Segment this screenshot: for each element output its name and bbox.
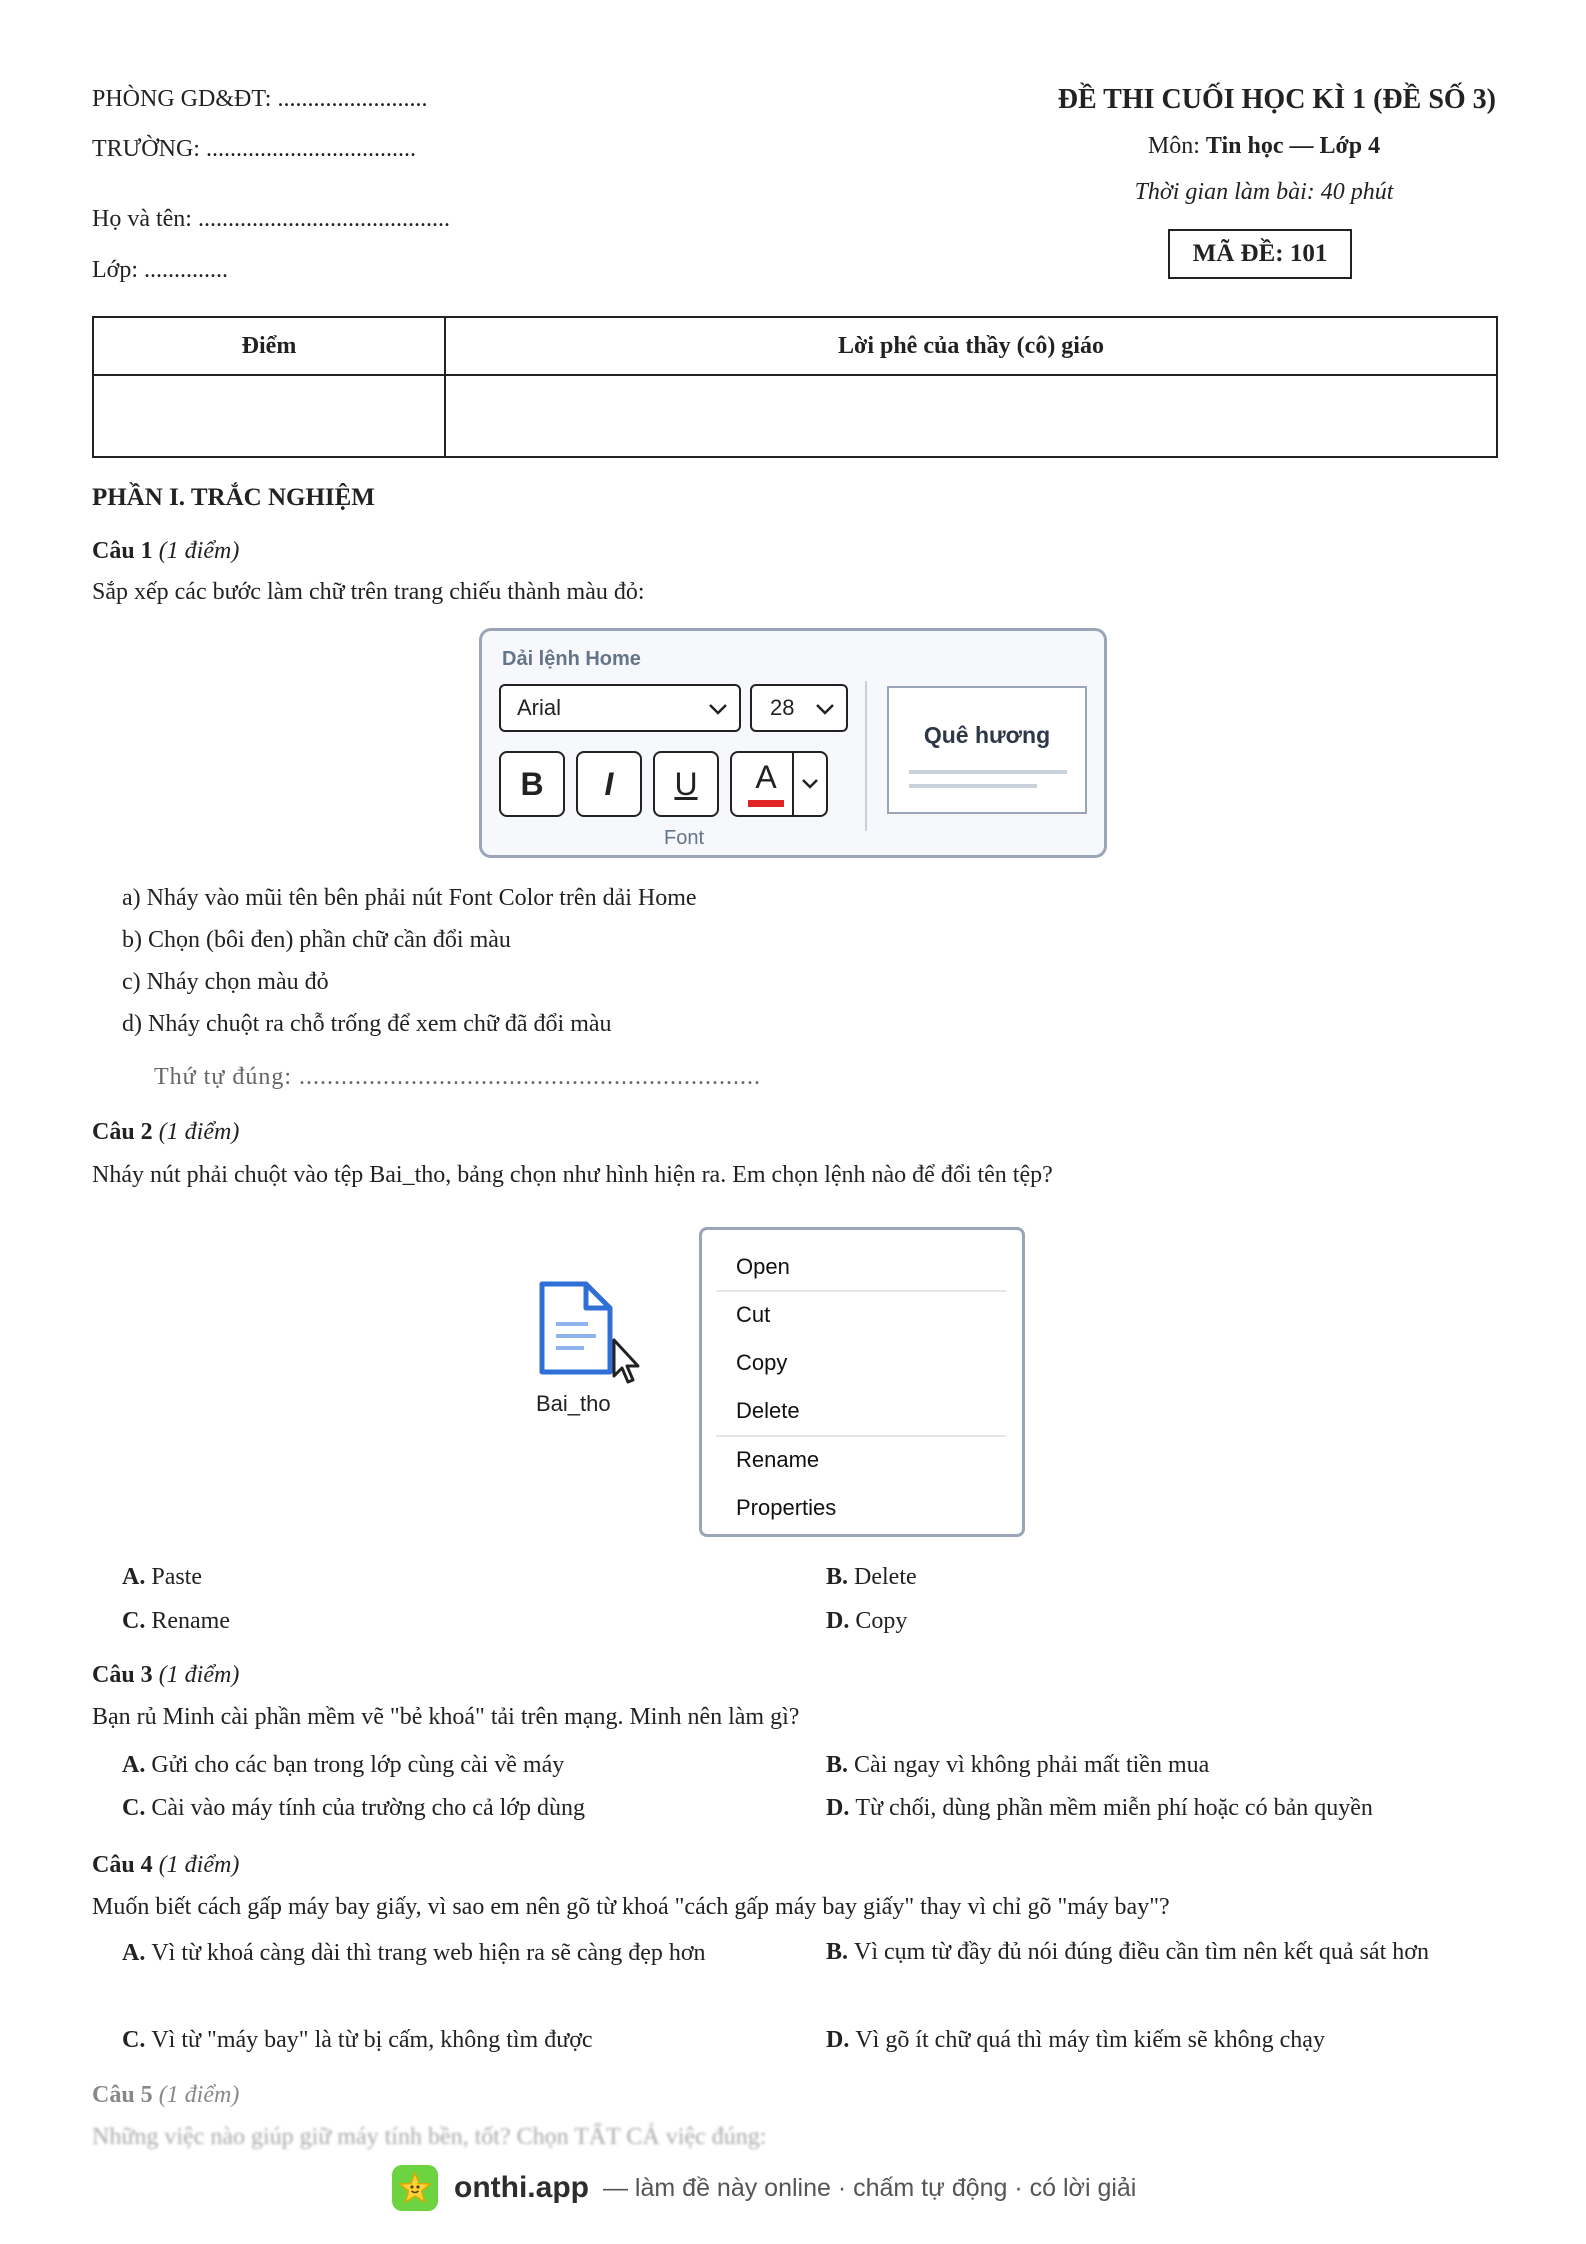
q3-heading	[92, 1662, 239, 1689]
chevron-down-icon	[707, 698, 729, 720]
home-ribbon-illustration	[479, 628, 1107, 858]
underline-button[interactable]	[653, 751, 719, 817]
font-size-value: 28	[770, 695, 795, 720]
option-text: Paste	[151, 1564, 203, 1590]
score-cell[interactable]	[93, 375, 445, 457]
option-key: C.	[122, 1795, 146, 1821]
onthi-logo	[392, 2165, 438, 2211]
q1-step-c: c) Nháy chọn màu đỏ	[122, 969, 329, 995]
subject-label: Môn:	[1147, 133, 1206, 159]
q2-option-b[interactable]	[826, 1564, 917, 1591]
score-header: Điểm	[93, 317, 445, 375]
option-text: Vì cụm từ đầy đủ nói đúng điều cần tìm nên kết quả sát hơn	[854, 1939, 1429, 1965]
comment-cell[interactable]	[445, 375, 1497, 457]
lop-field: Lớp: ..............	[92, 257, 229, 283]
q3-option-c[interactable]	[122, 1795, 585, 1822]
menu-item-open[interactable]: Open	[736, 1254, 790, 1279]
split-divider	[792, 753, 794, 815]
preview-line	[909, 784, 1037, 788]
q2-points: (1 điểm)	[158, 1119, 240, 1145]
section-title: PHẦN I. TRẮC NGHIỆM	[92, 484, 375, 511]
option-key: A.	[122, 1752, 146, 1778]
option-text: Cài vào máy tính của trường cho cả lớp dùng	[151, 1795, 585, 1821]
option-key: A.	[122, 1940, 146, 1966]
option-key: B.	[826, 1752, 849, 1778]
menu-item-copy[interactable]: Copy	[736, 1350, 788, 1375]
score-table	[92, 316, 1498, 458]
q1-answer-line[interactable]: Thứ tự đúng: ..................................................................	[154, 1064, 762, 1090]
q2-text: Nháy nút phải chuột vào tệp Bai_tho, bảng chọn như hình hiện ra. Em chọn lệnh nào để đổi tên tệp?	[92, 1162, 1053, 1188]
ho-ten-field: Họ và tên: ..........................................	[92, 206, 450, 232]
q4-option-b[interactable]	[826, 1931, 1486, 1974]
document-file-icon	[536, 1280, 656, 1400]
mouse-cursor-icon	[614, 1340, 638, 1382]
subject-line	[984, 133, 1544, 160]
q3-label: Câu 3	[92, 1662, 153, 1688]
bold-button[interactable]	[499, 751, 565, 817]
q1-step-b: b) Chọn (bôi đen) phần chữ cần đổi màu	[122, 927, 511, 953]
q4-option-c[interactable]	[122, 2027, 593, 2054]
option-key: D.	[826, 1795, 850, 1821]
q2-option-d[interactable]	[826, 1608, 907, 1635]
option-key: C.	[122, 1608, 146, 1634]
q4-label: Câu 4	[92, 1852, 153, 1878]
phong-gddt-field: PHÒNG GD&ĐT: .........................	[92, 86, 428, 112]
q5-label: Câu 5	[92, 2082, 153, 2108]
q3-points: (1 điểm)	[158, 1662, 240, 1688]
option-text: Delete	[854, 1564, 917, 1590]
option-text: Từ chối, dùng phần mềm miễn phí hoặc có bản quyền	[855, 1795, 1373, 1821]
q3-text: Bạn rủ Minh cài phần mềm vẽ "bẻ khoá" tải trên mạng. Minh nên làm gì?	[92, 1704, 800, 1730]
q4-option-a[interactable]	[122, 1940, 802, 1967]
option-key: A.	[122, 1564, 146, 1590]
truong-field: TRƯỜNG: ...................................	[92, 136, 416, 162]
font-name-select[interactable]	[499, 684, 741, 732]
menu-separator	[716, 1290, 1006, 1292]
option-key: B.	[826, 1939, 849, 1965]
menu-separator	[716, 1435, 1006, 1437]
option-key: C.	[122, 2027, 146, 2053]
ribbon-title: Dải lệnh Home	[502, 648, 641, 670]
exam-title: ĐỀ THI CUỐI HỌC KÌ 1 (ĐỀ SỐ 3)	[1057, 84, 1496, 115]
q1-points: (1 điểm)	[158, 538, 240, 564]
q5-text: Những việc nào giúp giữ máy tính bền, tốt? Chọn TẤT CẢ việc đúng:	[92, 2124, 767, 2150]
chevron-down-icon	[814, 698, 836, 720]
option-key: D.	[826, 1608, 850, 1634]
font-size-select[interactable]	[750, 684, 848, 732]
q4-option-d[interactable]	[826, 2027, 1325, 2054]
q5-heading	[92, 2082, 239, 2109]
q5-points: (1 điểm)	[158, 2082, 240, 2108]
onthi-banner[interactable]	[392, 2164, 1136, 2212]
menu-item-properties[interactable]: Properties	[736, 1495, 837, 1520]
q2-label: Câu 2	[92, 1119, 153, 1145]
context-menu	[699, 1227, 1025, 1537]
option-text: Rename	[151, 1608, 230, 1634]
italic-button[interactable]	[576, 751, 642, 817]
brand-name: onthi.app	[454, 2171, 589, 2204]
font-group-label: Font	[664, 827, 705, 849]
q1-text: Sắp xếp các bước làm chữ trên trang chiếu thành màu đỏ:	[92, 579, 645, 605]
option-text: Vì từ "máy bay" là từ bị cấm, không tìm được	[151, 2027, 593, 2053]
menu-item-delete[interactable]: Delete	[736, 1398, 800, 1423]
q3-option-d[interactable]	[826, 1795, 1373, 1822]
q4-points: (1 điểm)	[158, 1852, 240, 1878]
q3-option-a[interactable]	[122, 1752, 564, 1779]
brand-tagline: — làm đề này online · chấm tự động · có lời giải	[602, 2173, 1137, 2202]
underline-label: U	[674, 765, 698, 802]
font-color-bar	[748, 800, 784, 807]
menu-item-cut[interactable]: Cut	[736, 1302, 771, 1327]
q1-step-a: a) Nháy vào mũi tên bên phải nút Font Color trên dải Home	[122, 885, 697, 911]
preview-text: Quê hương	[923, 722, 1051, 748]
q2-option-c[interactable]	[122, 1608, 230, 1635]
font-name-value: Arial	[517, 695, 562, 720]
option-key: D.	[826, 2027, 850, 2053]
bold-label: B	[520, 765, 544, 802]
exam-time: Thời gian làm bài: 40 phút	[1134, 179, 1394, 205]
text-preview	[887, 686, 1087, 814]
q1-heading	[92, 538, 239, 565]
italic-label: I	[604, 765, 614, 802]
font-color-button[interactable]	[730, 751, 828, 817]
option-text: Vì gõ ít chữ quá thì máy tìm kiếm sẽ không chạy	[855, 2027, 1325, 2053]
q4-text: Muốn biết cách gấp máy bay giấy, vì sao em nên gõ từ khoá "cách gấp máy bay giấy" thay vì chỉ gõ "máy bay"?	[92, 1894, 1170, 1920]
comment-header: Lời phê của thầy (cô) giáo	[445, 317, 1497, 375]
preview-line	[909, 770, 1067, 774]
font-color-dropdown-arrow-icon[interactable]	[799, 773, 821, 795]
ma-de-box: MÃ ĐỀ: 101	[1168, 229, 1352, 279]
q2-heading	[92, 1119, 239, 1146]
option-text: Vì từ khoá càng dài thì trang web hiện ra sẽ càng đẹp hơn	[151, 1940, 706, 1966]
font-color-label: A	[755, 759, 777, 795]
q1-step-d: d) Nháy chuột ra chỗ trống để xem chữ đã đổi màu	[122, 1011, 612, 1037]
option-text: Copy	[855, 1608, 908, 1634]
option-text: Cài ngay vì không phải mất tiền mua	[854, 1752, 1210, 1778]
option-key: B.	[826, 1564, 849, 1590]
subject-value: Tin học — Lớp 4	[1205, 133, 1381, 159]
menu-item-rename[interactable]: Rename	[736, 1447, 820, 1472]
q4-heading	[92, 1852, 239, 1879]
q2-option-a[interactable]	[122, 1564, 202, 1591]
option-text: Gửi cho các bạn trong lớp cùng cài về máy	[151, 1752, 565, 1778]
q3-option-b[interactable]	[826, 1752, 1209, 1779]
file-name-label: Bai_tho	[536, 1391, 611, 1416]
q1-label: Câu 1	[92, 538, 153, 564]
star-icon	[398, 2171, 432, 2205]
ribbon-divider	[865, 681, 867, 831]
